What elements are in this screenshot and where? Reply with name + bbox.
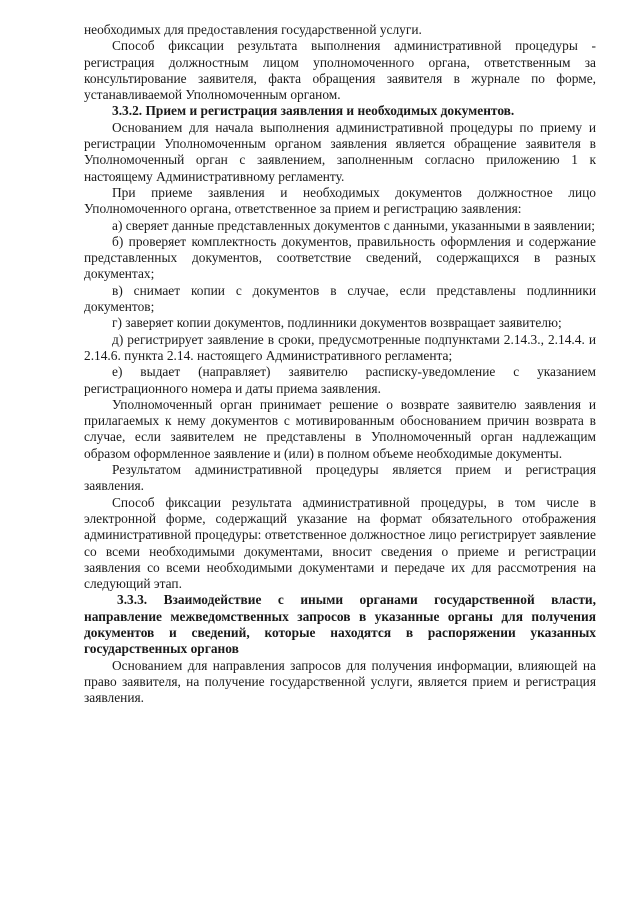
paragraph-continuation: необходимых для предоставления государственной услуги. <box>84 22 422 37</box>
paragraph-fixation-electronic: Способ фиксации результата административной процедуры, в том числе в электронной форме, содержащий указание на формат обязательного отображения административной процедуры: ответственное должностное лицо регистрирует заявление со всеми необходимыми документами, вносит сведения о приеме и регистрации заявления со всеми необходимыми документами и передаче их для рассмотрения на следующий этап. <box>84 494 596 592</box>
section-heading-3-3-2: 3.3.2. Прием и регистрация заявления и необходимых документов. <box>112 103 515 119</box>
list-item-v: в) снимает копии с документов в случае, если представлены подлинники документов; <box>84 282 596 315</box>
section-heading-3-3-3: 3.3.3. Взаимодействие с иными органами государственной власти, направление межведомственных запросов в указанные органы для получения документов и сведений, которые находятся в распоряжении указанных государственных органов <box>84 592 596 657</box>
paragraph-basis: Основанием для начала выполнения административной процедуры по приему и регистрации Уполномоченным органом заявления является обращение заявителя в Уполномоченный орган с заявлением, заполненным согласно приложению 1 к настоящему Административному регламенту. <box>84 119 596 184</box>
paragraph-return-decision: Уполномоченный орган принимает решение о возврате заявителю заявления и прилагаемых к нему документов с мотивированным обоснованием причин возврата в случае, если заявителем не представлены в Уполномоченный орган надлежащим образом оформленное заявление и (или) в полном объеме необходимые документы. <box>84 396 596 461</box>
list-item-a: а) сверяет данные представленных документов с данными, указанными в заявлении; <box>112 217 595 233</box>
paragraph-result: Результатом административной процедуры является прием и регистрация заявления. <box>84 462 596 494</box>
paragraph-reception: При приеме заявления и необходимых документов должностное лицо Уполномоченного органа, ответственное за прием и регистрацию заявления: <box>84 184 596 217</box>
paragraph-requests-basis: Основанием для направления запросов для получения информации, влияющей на право заявителя, на получение государственной услуги, является прием и регистрация заявления. <box>84 657 596 706</box>
list-item-g: г) заверяет копии документов, подлинники документов возвращает заявителю; <box>112 315 562 331</box>
list-item-e: е) выдает (направляет) заявителю расписку-уведомление с указанием регистрационного номера и даты приема заявления. <box>84 364 596 396</box>
list-item-b: б) проверяет комплектность документов, правильность оформления и содержание представленных документов, соответствие сведений, содержащихся в разных документах; <box>84 233 596 282</box>
list-item-d: д) регистрирует заявление в сроки, предусмотренные подпунктами 2.14.3., 2.14.4. и 2.14.6. пункта 2.14. настоящего Административного регламента; <box>84 331 596 363</box>
document-body <box>84 22 596 706</box>
paragraph-fixation-method: Способ фиксации результата выполнения административной процедуры - регистрация должностным лицом уполномоченного органа, ответственным за консультирование заявителя, факта обращения заявителя в журнале по форме, устанавливаемой Уполномоченным органом. <box>84 38 596 103</box>
